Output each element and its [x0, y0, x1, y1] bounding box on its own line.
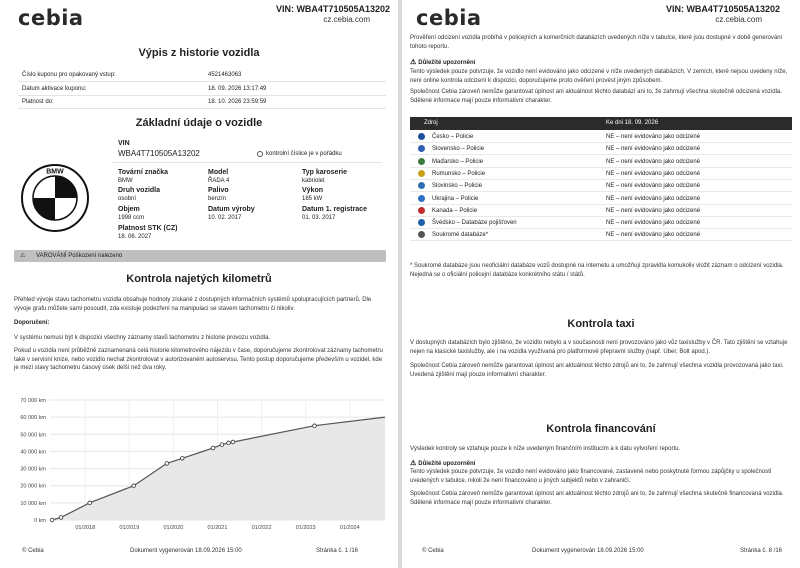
model-label: Model — [208, 169, 229, 176]
stk-value: 18. 06. 2027 — [118, 234, 152, 240]
flag-icon — [418, 219, 425, 226]
theft-table-row — [410, 217, 792, 229]
header-source: Zdroj — [424, 120, 438, 126]
kind-label: Druh vozidla — [118, 187, 161, 194]
theft-table-row — [410, 143, 792, 155]
stk-label: Platnost STK (CZ) — [118, 225, 178, 232]
flag-icon — [418, 231, 425, 238]
financing-notice-label — [410, 459, 475, 467]
data-point — [50, 518, 54, 522]
data-point — [211, 446, 215, 450]
theft-table-row — [410, 131, 792, 143]
warning-icon: ⚠ — [20, 253, 26, 259]
footer-page-number: Stránka č. 1 /16 — [316, 548, 359, 554]
notice-label-text: Důležité upozornění — [418, 60, 476, 66]
check-icon — [257, 151, 263, 157]
bmw-logo-text: BMW — [46, 168, 64, 176]
odometer-chart — [0, 392, 398, 536]
data-point — [132, 484, 136, 488]
financing-notice-label-text: Důležité upozornění — [418, 461, 476, 467]
row-status: NE – není evidováno jako odcizené — [606, 195, 701, 202]
model-value: ŘADA 4 — [208, 178, 230, 184]
theft-table-header — [410, 117, 792, 130]
y-tick-label: 30 000 km — [20, 466, 46, 473]
x-tick-label: 01/2018 — [75, 525, 96, 531]
row-source: Kanada – Policie — [432, 207, 478, 214]
y-tick-label: 0 km — [34, 518, 46, 524]
odometer-note: V systému nemusí být k dispozici všechny záznamy stavů tachometru z historie provozu vozidla. — [14, 335, 271, 341]
footer-generated: Dokument vygenerován 18.09.2026 15:00 — [130, 548, 242, 554]
x-tick-label: 01/2019 — [119, 525, 140, 531]
kind-value: osobní — [118, 196, 137, 202]
theft-table-row — [410, 156, 792, 168]
taxi-text-2: Společnost Cebia zároveň nemůže garantovat úplnost ani aktuálnost těchto zdrojů ani to, že zahrnují všechna vozidla provozovaná jako taxi. Uvedená zjištění mají pouze informativní charakter. — [410, 363, 784, 378]
notice-label — [410, 58, 475, 66]
volume-label: Objem — [118, 206, 140, 213]
power-value: 185 kW — [302, 196, 323, 202]
taxi-title: Kontrola taxi — [567, 318, 635, 330]
make-label: Tovární značka — [118, 169, 169, 176]
financing-text-3: Společnost Cebia zároveň nemůže garantovat úplnost ani aktuálnost těchto zdrojů ani to, že zahrnují všechna skutečně financovaná vozidla. Sdělené informace mají pouze informativní charakter. — [410, 491, 784, 506]
flag-icon — [418, 195, 425, 202]
row-status: NE – není evidováno jako odcizené — [606, 146, 701, 153]
volume-value: 1998 ccm — [118, 215, 145, 221]
y-tick-label: 50 000 km — [20, 432, 46, 439]
financing-text-2: Tento výsledek pouze potvrzuje, že vozidlo není evidováno jako financované, zastavené nebo poskytnuté formou zápůjčky u společností uvedených v tabulce, nikoli že není financováno u jiných subjektů nebo v zahraničí. — [410, 469, 772, 484]
row-source: Švédsko – Databáze pojišťoven — [432, 220, 517, 227]
cebia-url-link[interactable]: cz.cebia.com — [323, 15, 370, 24]
theft-table-row — [410, 168, 792, 180]
vin-label: VIN — [118, 140, 130, 147]
warning-icon: ⚠ — [410, 59, 417, 66]
data-point — [227, 441, 231, 445]
vin-header: VIN: WBA4T710505A13202 — [275, 4, 390, 14]
financing-title: Kontrola financování — [546, 423, 656, 435]
row-status: NE – není evidováno jako odcizené — [606, 220, 701, 227]
theft-table-row — [410, 205, 792, 217]
x-tick-label: 01/2021 — [207, 525, 228, 531]
made-value: 10. 02. 2017 — [208, 215, 242, 221]
coupon-label: Číslo kuponu pro opakovaný vstup: — [22, 72, 116, 78]
odometer-recommendation: Pokud u vozidla není průběžně zaznamenaná celá historie kilometrového nájezdu v čase, doporučujeme zkontrolovat záznamy tachometru také v servisní knize, nebo vozidlo nechat zkontrolovat v autorizovaném autoservisu. Tento postup doporučujeme především u vozidel, kde je mezi stavy tachometru časový úsek delší než dva roky. — [14, 348, 383, 371]
private-db-footnote: * Soukromé databáze jsou neoficiální databáze vozů dostupné na internetu a umožňují zpravidla komukoliv vložit záznam o odcizení vozidla. Nejedná se o oficiální policejní databáze konkrétního státu / států. — [410, 263, 784, 278]
damage-warning-text: VAROVÁNÍ Poškození nalezeno — [36, 253, 123, 259]
make-value: BMW — [118, 178, 133, 184]
data-point — [180, 456, 184, 460]
report-page-8 — [402, 0, 800, 568]
row-status: NE – není evidováno jako odcizené — [606, 183, 701, 190]
made-label: Datum výroby — [208, 206, 255, 213]
notice-text-1: Tento výsledek pouze potvrzuje, že vozidlo není evidováno jako odcizené v níže uvedených databázích. V zemích, které nejsou uvedeny níže, není online kontrola odcizení k dispozici, doporučujeme proto ověření provést jiným způsobem. — [410, 69, 788, 84]
row-source: Slovensko – Policie — [432, 146, 485, 153]
financing-text-1: Výsledek kontroly se vztahuje pouze k níže uvedeným finančním institucím a k datu vytvoření reportu. — [410, 446, 681, 452]
x-tick-label: 01/2020 — [163, 525, 184, 531]
flag-icon — [418, 145, 425, 152]
body-label: Typ karoserie — [302, 169, 348, 176]
bmw-logo-icon — [21, 164, 89, 232]
y-tick-label: 70 000 km — [20, 398, 46, 404]
vin-check-text: kontrolní číslice je v pořádku — [266, 151, 342, 157]
theft-intro: Prověření odcizení vozidla probíhá v policejních a komerčních databázích uvedených níže v tabulce, které jsou dostupné v době generování tohoto reportu. — [410, 35, 783, 50]
flag-icon — [418, 207, 425, 214]
report-page-1 — [0, 0, 398, 568]
data-point — [231, 440, 235, 444]
taxi-text-1: V dostupných databázích bylo zjištěno, že vozidlo nebylo a v současnosti není provozováno jako vůz taxislužby v ČR. Tato zjištění se vztahuje nejen na klasické taxislužby, ale i na vozidla využívaná pro platformové přepravní služby (např. Uber, Bolt apod.). — [410, 340, 788, 355]
row-status: NE – není evidováno jako odcizené — [606, 232, 701, 239]
x-tick-label: 01/2024 — [339, 525, 360, 531]
row-status: NE – není evidováno jako odcizené — [606, 170, 701, 177]
row-status: NE – není evidováno jako odcizené — [606, 134, 701, 140]
flag-icon — [418, 182, 425, 189]
header-date: Ke dni 18. 09. 2026 — [606, 120, 659, 126]
fuel-label: Palivo — [208, 187, 229, 194]
validity-label: Platnost do: — [22, 99, 54, 105]
validity-value: 18. 10. 2026 23:59:59 — [208, 99, 267, 105]
x-tick-label: 01/2023 — [295, 525, 316, 531]
odometer-title: Kontrola najetých kilometrů — [126, 273, 272, 285]
y-tick-label: 40 000 km — [20, 449, 46, 456]
coupon-value: 4521463063 — [208, 72, 242, 78]
data-point — [165, 462, 169, 466]
row-source: Slovinsko – Policie — [432, 183, 483, 190]
fuel-value: benzín — [208, 196, 227, 202]
basic-info-title: Základní údaje o vozidle — [135, 117, 263, 129]
row-source: Soukromé databáze* — [432, 232, 489, 239]
y-tick-label: 10 000 km — [20, 500, 46, 507]
footer-generated: Dokument vygenerován 18.09.2026 15:00 — [532, 548, 644, 554]
activation-value: 18. 09. 2026 13:17:49 — [208, 86, 267, 92]
reg-label: Datum 1. registrace — [302, 206, 367, 213]
page-title: Výpis z historie vozidla — [138, 47, 260, 59]
activation-label: Datum aktivace kuponu: — [22, 86, 87, 92]
theft-table-row — [410, 193, 792, 205]
cebia-url-link[interactable]: cz.cebia.com — [715, 15, 762, 24]
body-value: kabriolet — [302, 178, 325, 184]
flag-icon — [418, 170, 425, 177]
y-tick-label: 60 000 km — [20, 415, 46, 422]
y-tick-label: 20 000 km — [20, 483, 46, 490]
power-label: Výkon — [302, 187, 324, 194]
theft-table-row — [410, 229, 792, 241]
row-source: Maďarsko – Policie — [432, 158, 484, 165]
flag-icon — [418, 158, 425, 165]
damage-warning-bar — [14, 250, 386, 262]
data-point — [313, 424, 317, 428]
warning-icon: ⚠ — [410, 460, 417, 467]
odometer-intro: Přehled vývoje stavu tachometru vozidla obsahuje hodnoty získané z dostupných informačních systémů spolupracujících partnerů. Dle vývoje grafu můžete sami posoudit, zda existuje podezření na manipulaci se stavem tachometru či nikoliv. — [14, 297, 372, 312]
flag-icon — [418, 133, 425, 140]
recommendation-label: Doporučení: — [14, 320, 50, 326]
data-point — [88, 501, 92, 505]
row-source: Česko – Policie — [432, 134, 474, 140]
footer-copyright: © Cebia — [22, 548, 44, 554]
notice-text-2: Společnost Cebia zároveň nemůže garantovat úplnost ani aktuálnost těchto databází ani to, že zahrnují všechna skutečně odcizená vozidla. Sdělené informace mají pouze informativní charakter. — [410, 89, 782, 104]
data-point — [220, 443, 224, 447]
row-source: Ukrajina – Policie — [432, 195, 479, 202]
cebia-logo: cebia — [416, 6, 482, 30]
reg-value: 01. 03. 2017 — [302, 215, 336, 221]
data-point — [59, 516, 63, 520]
footer-copyright: © Cebia — [422, 548, 444, 554]
cebia-logo: cebia — [18, 6, 84, 30]
row-status: NE – není evidováno jako odcizené — [606, 158, 701, 165]
theft-table-row — [410, 180, 792, 192]
footer-page-number: Stránka č. 8 /16 — [740, 548, 783, 554]
row-source: Rumunsko – Policie — [432, 170, 486, 177]
row-status: NE – není evidováno jako odcizené — [606, 207, 701, 214]
vin-value: WBA4T710505A13202 — [118, 149, 200, 158]
x-tick-label: 01/2022 — [251, 525, 272, 531]
vin-header: VIN: WBA4T710505A13202 — [665, 4, 780, 14]
